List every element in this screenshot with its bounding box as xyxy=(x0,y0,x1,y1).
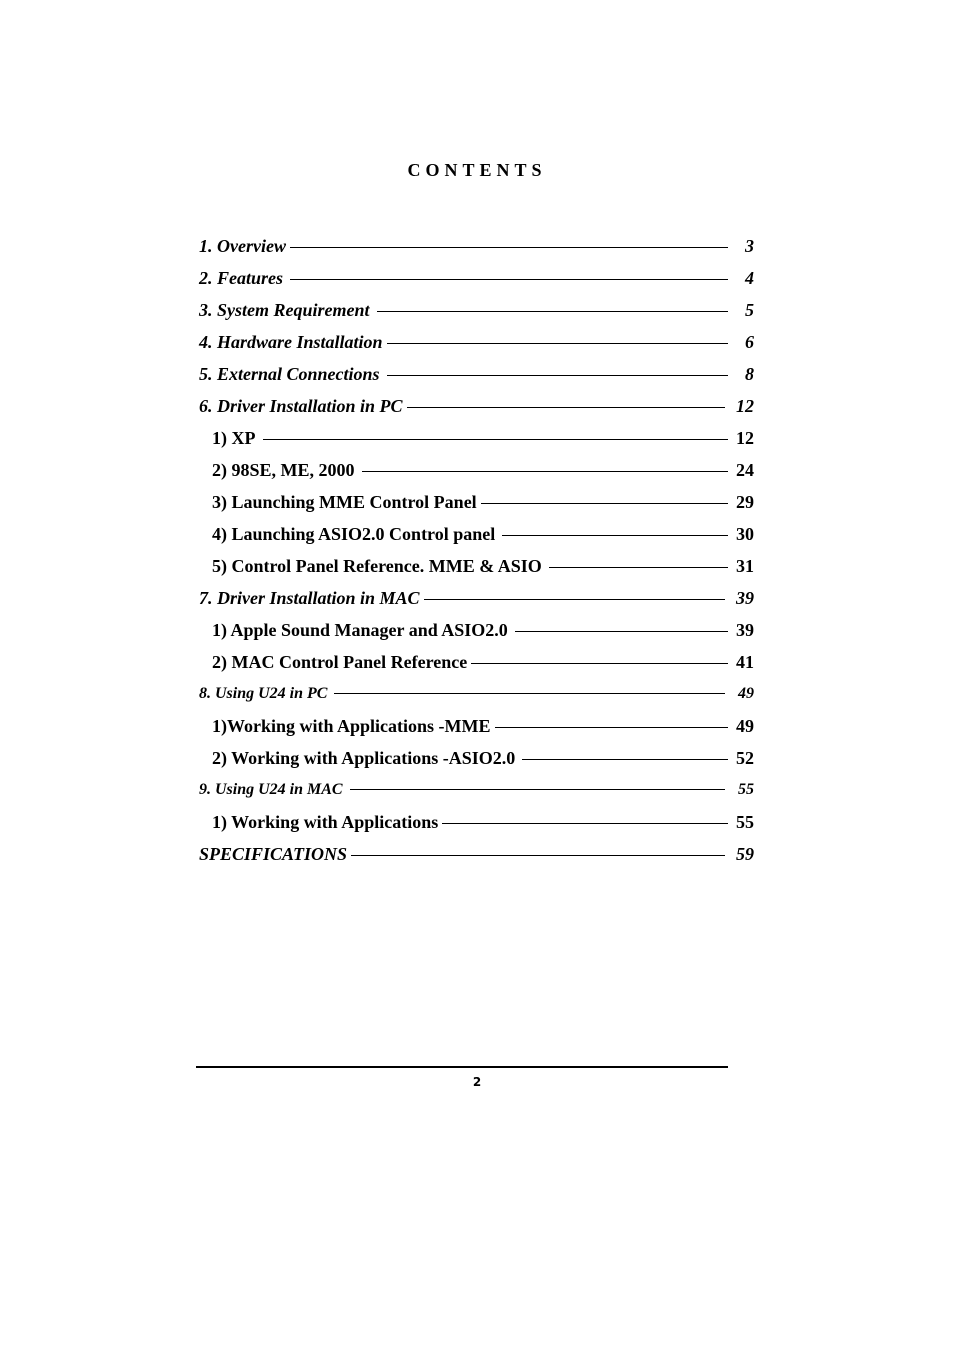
toc-entry-page: 8 xyxy=(745,364,754,384)
toc-leader-line xyxy=(263,439,729,440)
toc-entry[interactable] xyxy=(199,678,754,710)
toc-entry-title: 2) MAC Control Panel Reference xyxy=(212,652,468,672)
contents-heading: CONTENTS xyxy=(407,160,547,180)
toc-entry-page: 31 xyxy=(736,556,754,576)
toc-entry-title: 3. System Requirement xyxy=(199,300,370,320)
toc-leader-line xyxy=(290,247,728,248)
toc-entry-page: 39 xyxy=(736,588,754,608)
toc-leader-line xyxy=(522,759,728,760)
toc-entry[interactable] xyxy=(199,422,754,454)
toc-entry[interactable] xyxy=(199,486,754,518)
toc-entry[interactable] xyxy=(199,710,754,742)
toc-entry-title: 3) Launching MME Control Panel xyxy=(212,492,477,512)
toc-leader-line xyxy=(350,789,725,790)
toc-leader-line xyxy=(495,727,728,728)
toc-entry[interactable] xyxy=(199,294,754,326)
toc-entry-title: 6. Driver Installation in PC xyxy=(199,396,403,416)
toc-entry-title: 1) Apple Sound Manager and ASIO2.0 xyxy=(212,620,508,640)
toc-entry[interactable] xyxy=(199,262,754,294)
toc-entry[interactable] xyxy=(199,646,754,678)
toc-entry-title: 4. Hardware Installation xyxy=(199,332,383,352)
toc-entry-title: 1) Working with Applications xyxy=(212,812,439,832)
table-of-contents xyxy=(199,230,754,870)
toc-entry[interactable] xyxy=(199,806,754,838)
toc-entry-page: 12 xyxy=(736,396,754,416)
toc-entry-page: 3 xyxy=(745,236,754,256)
toc-entry-title: 4) Launching ASIO2.0 Control panel xyxy=(212,524,496,544)
toc-leader-line xyxy=(549,567,728,568)
toc-entry-title: SPECIFICATIONS xyxy=(199,844,348,864)
toc-leader-line xyxy=(471,663,728,664)
toc-leader-line xyxy=(362,471,728,472)
toc-entry-page: 59 xyxy=(736,844,754,864)
toc-entry[interactable] xyxy=(199,518,754,550)
toc-entry-page: 12 xyxy=(736,428,754,448)
toc-entry-page: 29 xyxy=(736,492,754,512)
toc-entry-page: 4 xyxy=(745,268,754,288)
toc-leader-line xyxy=(502,535,728,536)
toc-entry-page: 39 xyxy=(736,620,754,640)
toc-entry[interactable] xyxy=(199,742,754,774)
toc-leader-line xyxy=(290,279,728,280)
page-number: 2 xyxy=(472,1075,482,1089)
toc-entry-page: 5 xyxy=(745,300,754,320)
toc-entry-page: 52 xyxy=(736,748,754,768)
toc-entry-title: 1)Working with Applications -MME xyxy=(212,716,491,736)
toc-entry[interactable] xyxy=(199,614,754,646)
toc-leader-line xyxy=(351,855,725,856)
toc-entry[interactable] xyxy=(199,550,754,582)
toc-entry-title: 1) XP xyxy=(212,428,256,448)
toc-leader-line xyxy=(424,599,725,600)
toc-entry-page: 49 xyxy=(736,716,754,736)
toc-leader-line xyxy=(442,823,728,824)
footer-divider xyxy=(196,1066,728,1068)
toc-leader-line xyxy=(387,375,728,376)
toc-entry-title: 5. External Connections xyxy=(199,364,380,384)
toc-entry-page: 49 xyxy=(738,685,754,702)
toc-entry-page: 6 xyxy=(745,332,754,352)
toc-entry[interactable] xyxy=(199,838,754,870)
toc-entry[interactable] xyxy=(199,582,754,614)
toc-entry[interactable] xyxy=(199,390,754,422)
toc-entry[interactable] xyxy=(199,230,754,262)
toc-entry-page: 55 xyxy=(736,812,754,832)
toc-entry-title: 5) Control Panel Reference. MME & ASIO xyxy=(212,556,542,576)
toc-entry-title: 2. Features xyxy=(199,268,284,288)
toc-entry-page: 30 xyxy=(736,524,754,544)
toc-entry-title: 7. Driver Installation in MAC xyxy=(199,588,420,608)
toc-entry-title: 9. Using U24 in MAC xyxy=(199,781,343,798)
toc-entry-title: 2) 98SE, ME, 2000 xyxy=(212,460,355,480)
toc-leader-line xyxy=(377,311,729,312)
toc-entry-title: 2) Working with Applications -ASIO2.0 xyxy=(212,748,516,768)
toc-leader-line xyxy=(334,693,725,694)
toc-leader-line xyxy=(407,407,725,408)
toc-entry-page: 24 xyxy=(736,460,754,480)
toc-leader-line xyxy=(387,343,728,344)
toc-entry-title: 1. Overview xyxy=(199,236,286,256)
toc-entry-page: 55 xyxy=(738,781,754,798)
toc-leader-line xyxy=(515,631,728,632)
toc-entry[interactable] xyxy=(199,358,754,390)
toc-entry[interactable] xyxy=(199,774,754,806)
toc-entry[interactable] xyxy=(199,454,754,486)
toc-entry[interactable] xyxy=(199,326,754,358)
toc-leader-line xyxy=(481,503,728,504)
toc-entry-title: 8. Using U24 in PC xyxy=(199,685,328,702)
toc-entry-page: 41 xyxy=(736,652,754,672)
